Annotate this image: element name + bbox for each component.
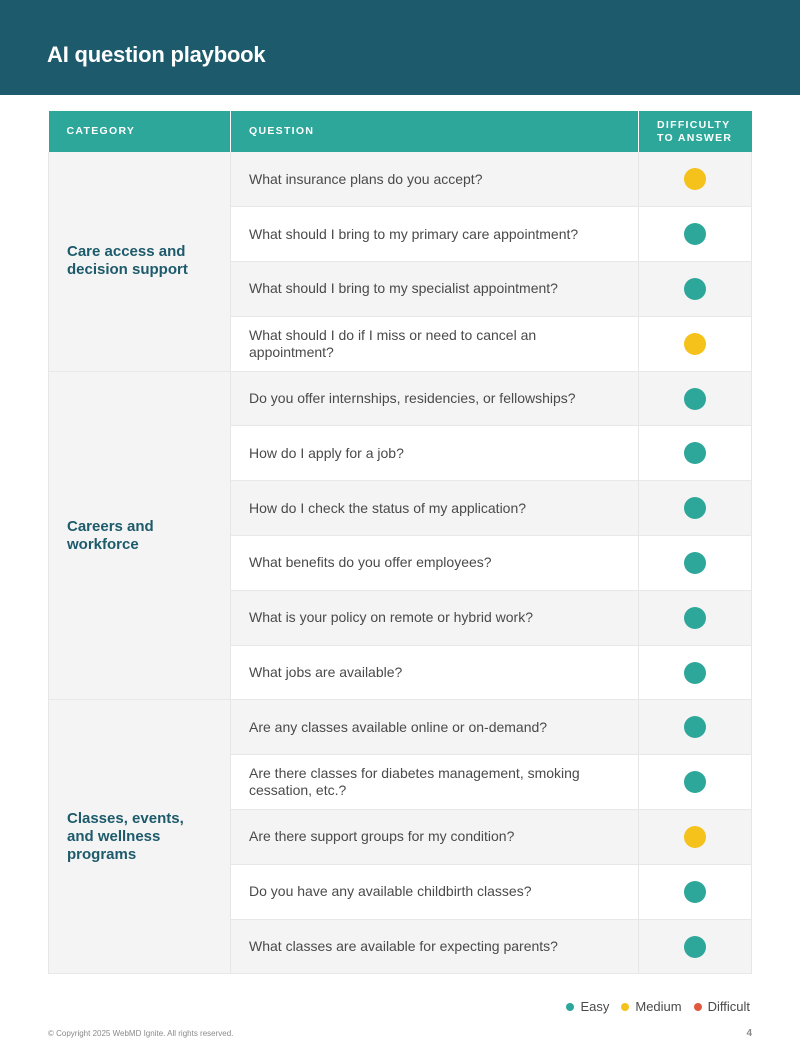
difficulty-cell: [639, 481, 752, 536]
legend-difficult-dot: [694, 1003, 702, 1011]
difficulty-easy-indicator: [684, 388, 706, 410]
table-row: [49, 152, 752, 207]
column-header-question: QUESTION: [231, 111, 639, 152]
table-row: [49, 700, 752, 755]
page-header: [0, 0, 800, 95]
difficulty-cell: [639, 207, 752, 262]
difficulty-cell: [639, 864, 752, 919]
category-cell: Classes, events, and wellness programs: [49, 700, 231, 974]
difficulty-cell: [639, 371, 752, 426]
legend-label: Medium: [635, 999, 682, 1014]
question-cell: Are there support groups for my condition?: [231, 810, 639, 865]
difficulty-cell: [639, 810, 752, 865]
difficulty-easy-indicator: [684, 716, 706, 738]
difficulty-cell: [639, 590, 752, 645]
category-cell: Care access and decision support: [49, 152, 231, 371]
playbook-table: [48, 111, 752, 974]
table-body: [49, 152, 752, 974]
difficulty-cell: [639, 536, 752, 591]
legend-label: Easy: [580, 999, 610, 1014]
question-cell: What classes are available for expecting parents?: [231, 919, 639, 974]
difficulty-easy-indicator: [684, 223, 706, 245]
table-header-row: [49, 111, 752, 152]
question-cell: Do you have any available childbirth classes?: [231, 864, 639, 919]
difficulty-easy-indicator: [684, 442, 706, 464]
difficulty-easy-indicator: [684, 497, 706, 519]
page-title: AI question playbook: [47, 42, 266, 67]
legend-label: Difficult: [707, 999, 750, 1014]
difficulty-cell: [639, 316, 752, 371]
category-cell: Careers and workforce: [49, 371, 231, 700]
question-cell: What insurance plans do you accept?: [231, 152, 639, 207]
difficulty-medium-indicator: [684, 168, 706, 190]
table-row: [49, 371, 752, 426]
difficulty-cell: [639, 426, 752, 481]
difficulty-easy-indicator: [684, 552, 706, 574]
difficulty-cell: [639, 152, 752, 207]
difficulty-medium-indicator: [684, 826, 706, 848]
question-cell: What is your policy on remote or hybrid work?: [231, 590, 639, 645]
question-cell: What benefits do you offer employees?: [231, 536, 639, 591]
difficulty-cell: [639, 919, 752, 974]
question-cell: What should I bring to my specialist appointment?: [231, 262, 639, 317]
question-cell: How do I check the status of my application?: [231, 481, 639, 536]
playbook-table-container: [48, 111, 751, 974]
page-number: 4: [746, 1028, 752, 1039]
legend-easy-dot: [566, 1003, 574, 1011]
difficulty-easy-indicator: [684, 771, 706, 793]
legend-item-difficult: [694, 999, 750, 1014]
question-cell: Do you offer internships, residencies, or fellowships?: [231, 371, 639, 426]
legend-item-medium: [621, 999, 681, 1014]
difficulty-cell: [639, 755, 752, 810]
difficulty-easy-indicator: [684, 881, 706, 903]
question-cell: How do I apply for a job?: [231, 426, 639, 481]
column-header-difficulty: DIFFICULTY TO ANSWER: [639, 111, 752, 152]
difficulty-cell: [639, 700, 752, 755]
difficulty-easy-indicator: [684, 936, 706, 958]
difficulty-easy-indicator: [684, 278, 706, 300]
difficulty-legend: [554, 999, 750, 1014]
legend-medium-dot: [621, 1003, 629, 1011]
legend-item-easy: [566, 999, 609, 1014]
difficulty-easy-indicator: [684, 607, 706, 629]
difficulty-easy-indicator: [684, 662, 706, 684]
question-cell: What jobs are available?: [231, 645, 639, 700]
difficulty-medium-indicator: [684, 333, 706, 355]
difficulty-cell: [639, 262, 752, 317]
difficulty-cell: [639, 645, 752, 700]
question-cell: Are there classes for diabetes management, smoking cessation, etc.?: [231, 755, 639, 810]
question-cell: Are any classes available online or on-demand?: [231, 700, 639, 755]
column-header-category: CATEGORY: [49, 111, 231, 152]
question-cell: What should I bring to my primary care appointment?: [231, 207, 639, 262]
question-cell: What should I do if I miss or need to cancel an appointment?: [231, 316, 639, 371]
copyright-text: © Copyright 2025 WebMD Ignite. All rights reserved.: [48, 1029, 234, 1038]
